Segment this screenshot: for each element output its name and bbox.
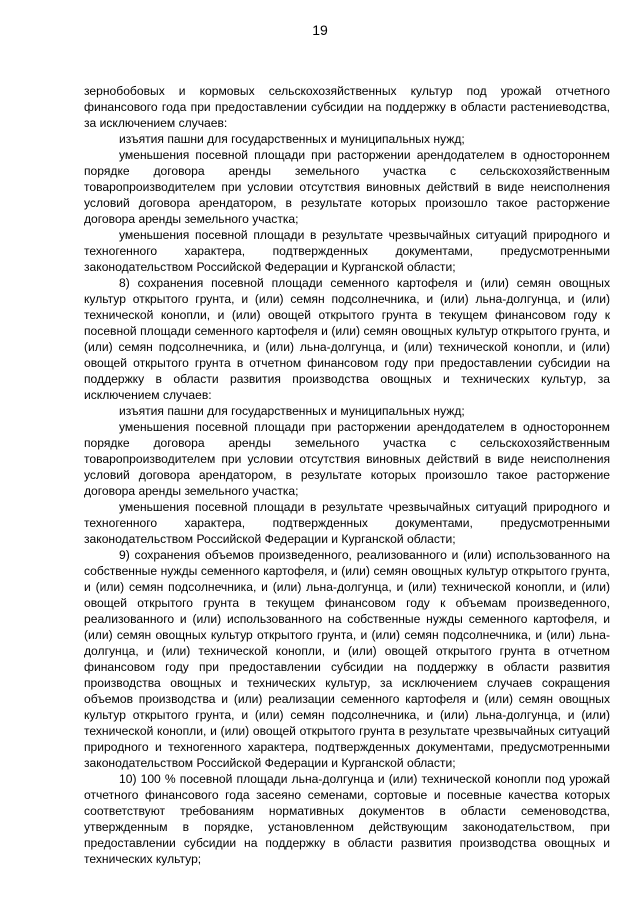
- paragraph-exception-emergency: уменьшения посевной площади в результате чрезвычайных ситуаций природного и техногенного характера, подтвержденных документами, предусмотренными законодательством Российской Федерации и Курганской области;: [84, 228, 610, 274]
- paragraph-exception-land-withdrawal: изъятия пашни для государственных и муниципальных нужд;: [119, 404, 465, 418]
- paragraph-item-9: 9) сохранения объемов произведенного, реализованного и (или) использованного на собственные нужды семенного картофеля, и (или) семян овощных культур открытого грунта, и (или) семян подсолнечника, и (или) льна-долгунца, и (или) технической конопли, и (или) овощей открытого грунта в текущем финансовом году к объемам произведенного, реализованного и (или) использованного на собственные нужды семенного картофеля, и (или) семян овощных культур открытого грунта, и (или) семян подсолнечника, и (или) льна-долгунца, и (или) технической конопли, и (или) овощей открытого грунта в отчетном финансовом году при предоставлении субсидии на поддержку в области развития производства овощных и технических культур, за исключением случаев сокращения объемов производства и (или) реализации семенного картофеля и (или) семян овощных культур открытого грунта, и (или) семян подсолнечника, и (или) льна-долгунца, и (или) технической конопли, и (или) овощей открытого грунта в результате чрезвычайных ситуаций природного и техногенного характера, подтвержденных документами, предусмотренными законодательством Российской Федерации и Курганской области;: [84, 548, 610, 770]
- paragraph-item-8: 8) сохранения посевной площади семенного картофеля и (или) семян овощных культур открытого грунта, и (или) семян подсолнечника, и (или) льна-долгунца, и (или) технической конопли, и (или) овощей открытого грунта в текущем финансовом году к посевной площади семенного картофеля и (или) семян овощных культур открытого грунта, и (или) семян подсолнечника, и (или) льна-долгунца, и (или) технической конопли, и (или) овощей открытого грунта в отчетном финансовом году при предоставлении субсидии на поддержку в области развития производства овощных и технических культур, за исключением случаев:: [84, 276, 610, 402]
- paragraph-exception-emergency: уменьшения посевной площади в результате чрезвычайных ситуаций природного и техногенного характера, подтвержденных документами, предусмотренными законодательством Российской Федерации и Курганской области;: [84, 500, 610, 546]
- document-body: [84, 83, 610, 867]
- paragraph-item-10: 10) 100 % посевной площади льна-долгунца и (или) технической конопли под урожай отчетного финансового года засеяно семенами, сортовые и посевные качества которых соответствуют требованиям нормативных документов в области семеноводства, утвержденным в порядке, установленном действующим законодательством, при предоставлении субсидии на поддержку в области развития производства овощных и технических культур;: [84, 772, 610, 866]
- paragraph-exception-lease-termination: уменьшения посевной площади при расторжении арендодателем в одностороннем порядке договора аренды земельного участка с сельскохозяйственным товаропроизводителем при условии отсутствия виновных действий в виде неисполнения условий договора арендатором, в результате которых произошло такое расторжение договора аренды земельного участка;: [84, 148, 610, 226]
- paragraph-continuation: зернобобовых и кормовых сельскохозяйственных культур под урожай отчетного финансового года при предоставлении субсидии на поддержку в области растениеводства, за исключением случаев:: [84, 84, 610, 130]
- paragraph-exception-lease-termination: уменьшения посевной площади при расторжении арендодателем в одностороннем порядке договора аренды земельного участка с сельскохозяйственным товаропроизводителем при условии отсутствия виновных действий в виде неисполнения условий договора арендатором, в результате которых произошло такое расторжение договора аренды земельного участка;: [84, 420, 610, 498]
- page-number: 19: [312, 22, 328, 38]
- paragraph-exception-land-withdrawal: изъятия пашни для государственных и муниципальных нужд;: [119, 132, 465, 146]
